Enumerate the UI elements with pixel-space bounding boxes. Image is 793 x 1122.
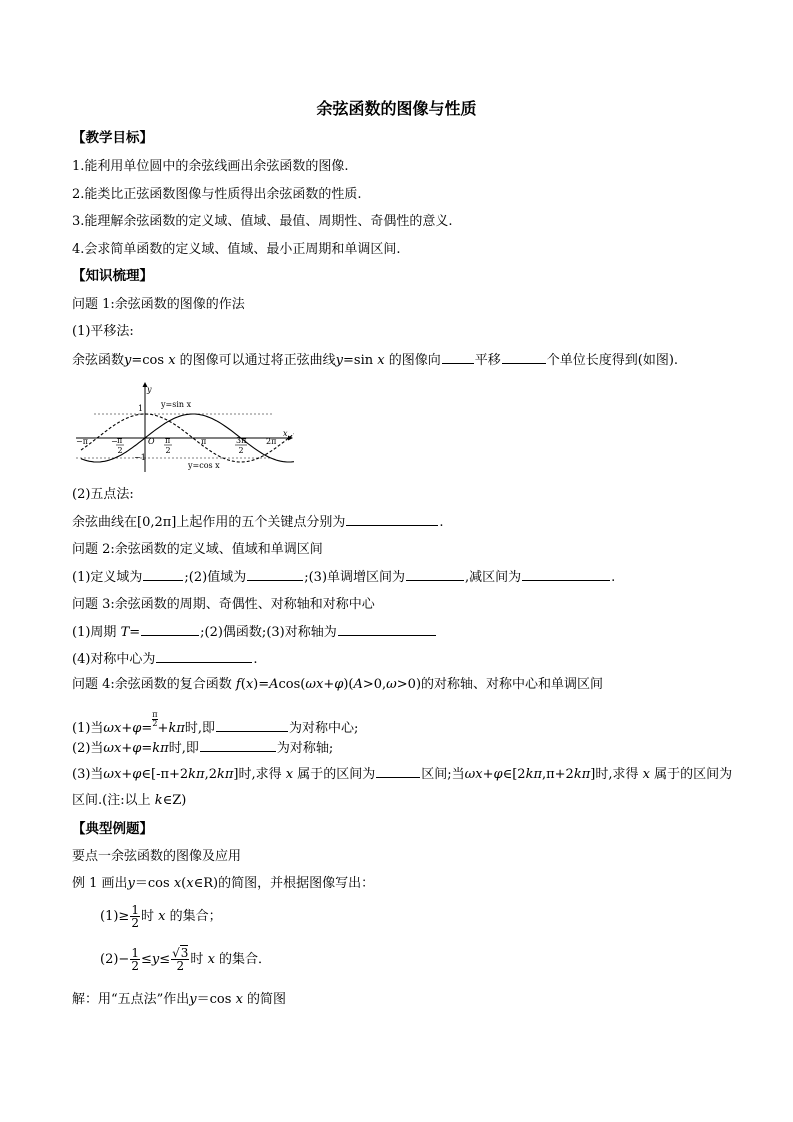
tick-label-2pi: 2π: [266, 437, 277, 446]
axis-label-y: y: [147, 385, 152, 394]
example-1-part-2: (2)− $\frac{1}{2}$ ≤y≤ $\frac{√3}{2}$ 时 x 的集合．: [100, 946, 272, 973]
method-translation: (1)平移法:: [72, 324, 134, 339]
tick-label-half-pi-den: 2: [165, 446, 171, 455]
question-2-title: 问题 2:余弦函数的定义域、值域和单调区间: [72, 542, 323, 557]
answer-blank[interactable]: [141, 623, 199, 636]
answer-blank[interactable]: [216, 719, 288, 732]
example-1-part-1: (1)≥ $\frac{1}{2}$ 时 x 的集合；: [100, 903, 222, 930]
question-4-line-4: 区间.(注:以上 k∈Z): [72, 793, 187, 808]
five-point-sentence: 余弦曲线在[0,2π]上起作用的五个关键点分别为 .: [72, 515, 444, 530]
tick-label-3half-pi-num: 3π: [236, 436, 247, 445]
fraction-one-half: $\frac{1}{2}$: [131, 903, 139, 930]
answer-blank[interactable]: [143, 568, 183, 581]
tick-label-half-pi-num: π: [165, 436, 171, 445]
answer-blank[interactable]: [338, 623, 436, 636]
question-3-title: 问题 3:余弦函数的周期、奇偶性、对称轴和对称中心: [72, 597, 375, 612]
tick-label-neg1: −1: [134, 453, 146, 462]
goal-item: 3.能理解余弦函数的定义域、值域、最值、周期性、奇偶性的意义.: [72, 214, 453, 229]
section-heading-goals: 【教学目标】: [72, 130, 153, 146]
answer-blank[interactable]: [522, 568, 610, 581]
fraction-sqrt3-over-2: $\frac{√3}{2}$: [172, 946, 189, 973]
answer-blank[interactable]: [442, 351, 474, 364]
goal-item: 1.能利用单位圆中的余弦线画出余弦函数的图像.: [72, 159, 349, 174]
goal-item: 2.能类比正弦函数图像与性质得出余弦函数的性质.: [72, 187, 362, 202]
label-sin: y=sin x: [161, 400, 192, 409]
question-4-line-2: (2)当ωx+φ=kπ时,即 为对称轴;: [72, 741, 334, 756]
key-point: 要点一余弦函数的图像及应用: [72, 849, 242, 864]
goal-item: 4.会求简单函数的定义域、值域、最小正周期和单调区间.: [72, 242, 401, 257]
question-1-title: 问题 1:余弦函数的图像的作法: [72, 297, 245, 312]
question-3-line-2: (4)对称中心为 .: [72, 652, 258, 667]
example-1: 例 1 画出y＝cos x(x∈R)的简图，并根据图像写出：: [72, 876, 375, 891]
section-heading-examples: 【典型例题】: [72, 821, 153, 837]
axis-label-x: x: [283, 429, 288, 438]
tick-label-neg-pi: −π: [76, 437, 88, 446]
tick-label-neg-half-pi-den: 2: [117, 446, 123, 455]
translation-sentence: 余弦函数y=cos x 的图像可以通过将正弦曲线y=sin x 的图像向 平移 个单位长度得到(如图).: [72, 353, 679, 368]
answer-blank[interactable]: [247, 568, 303, 581]
method-five-point: (2)五点法:: [72, 487, 134, 502]
cos-sin-graph: [72, 380, 294, 476]
tick-label-neg-half-pi-num: π: [117, 436, 123, 445]
answer-blank[interactable]: [346, 513, 438, 526]
page-title: 余弦函数的图像与性质: [316, 99, 477, 118]
fraction-pi-over-2: $\frac{\pi}{2}$: [152, 710, 158, 728]
answer-blank[interactable]: [502, 351, 546, 364]
question-2-line: (1)定义域为 ;(2)值域为 ;(3)单调增区间为 ,减区间为 .: [72, 570, 616, 585]
fraction-one-half: $\frac{1}{2}$: [131, 946, 139, 973]
question-3-line: (1)周期 T= ;(2)偶函数;(3)对称轴为: [72, 623, 437, 642]
origin-label: O: [148, 437, 155, 446]
section-heading-knowledge: 【知识梳理】: [72, 268, 153, 284]
solution-line: 解：用“五点法”作出y＝cos x 的简图: [72, 992, 287, 1007]
tick-label-1: 1: [138, 404, 144, 413]
tick-label-minus: −: [111, 437, 118, 446]
answer-blank[interactable]: [406, 568, 464, 581]
answer-blank[interactable]: [200, 739, 276, 752]
question-4-line-1: (1)当ωx+φ= $\frac{\pi}{2}+k\pi$时,即 为对称中心;: [72, 710, 359, 736]
tick-label-3half-pi-den: 2: [238, 446, 244, 455]
label-cos: y=cos x: [188, 461, 220, 470]
answer-blank[interactable]: [376, 765, 420, 778]
answer-blank[interactable]: [156, 650, 252, 663]
question-4-title: 问题 4:余弦函数的复合函数 f(x)=Acos(ωx+φ)(A>0,ω>0)的对称轴、对称中心和单调区间: [72, 677, 604, 692]
tick-label-pi: π: [201, 437, 207, 446]
question-4-line-3: (3)当ωx+φ∈[-π+2kπ,2kπ]时,求得 x 属于的区间为 区间;当ωx+φ∈[2kπ,π+2kπ]时,求得 x 属于的区间为: [72, 767, 733, 782]
